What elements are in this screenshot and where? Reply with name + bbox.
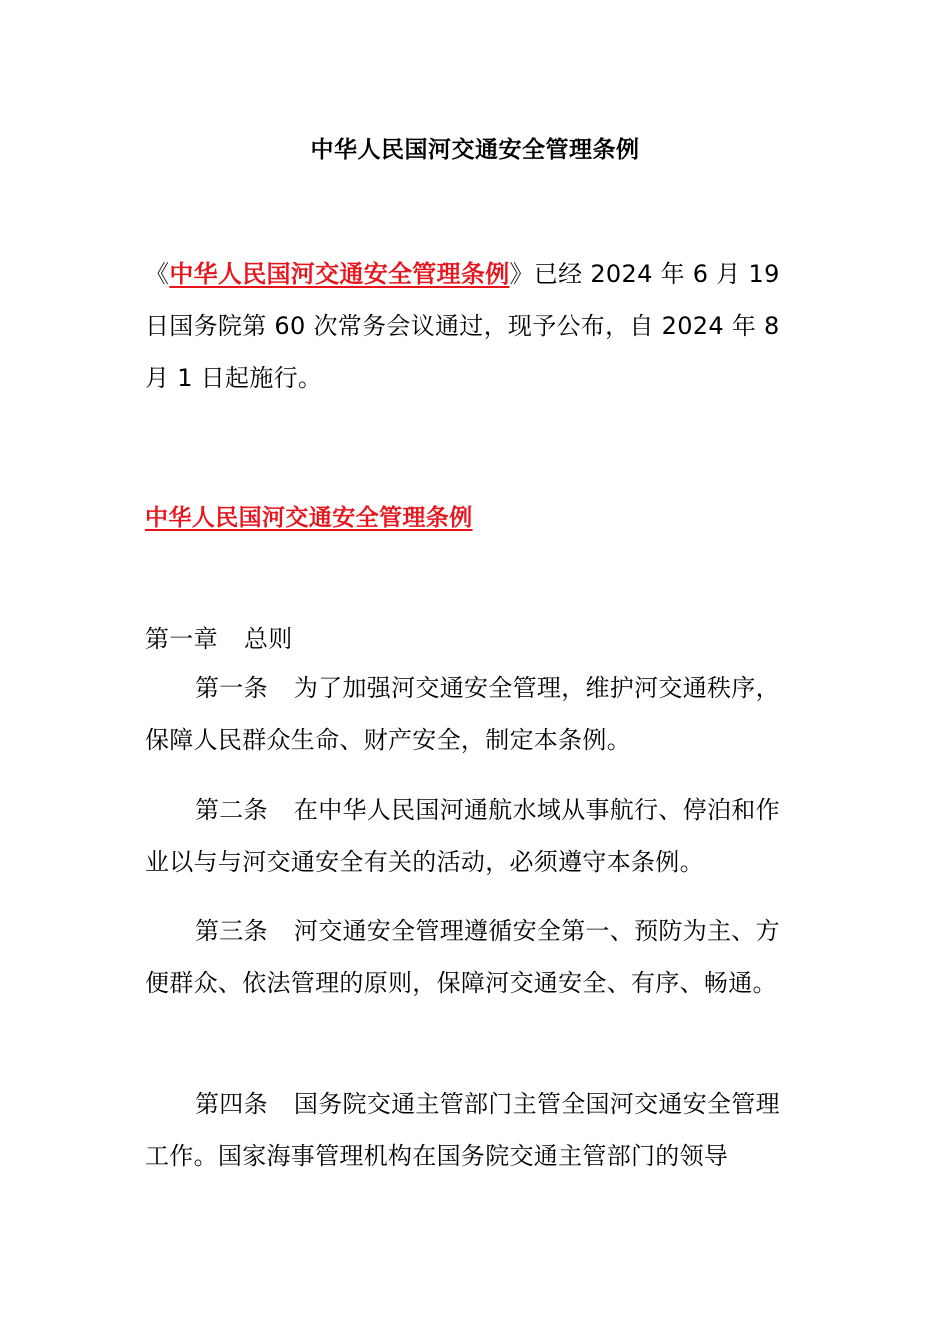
article-paragraph (145, 905, 797, 1009)
open-bracket: 《 (145, 260, 170, 288)
document-title: 中华人民国河交通安全管理条例 (310, 137, 640, 163)
article-number: 第一条 (195, 674, 268, 702)
close-bracket: 》 (509, 260, 534, 288)
chapter-heading (145, 617, 293, 661)
regulation-link[interactable]: 中华人民国河交通安全管理条例 (169, 260, 510, 288)
article-number: 第四条 (195, 1090, 268, 1118)
section-heading-link[interactable]: 中华人民国河交通安全管理条例 (145, 505, 473, 531)
article-number: 第三条 (195, 917, 268, 945)
article-text: 为了加强河交通安全管理，维护河交通秩序，保障人民群众生命、财产安全，制定本条例。 (145, 674, 780, 754)
article-text: 河交通安全管理遵循安全第一、预防为主、方便群众、依法管理的原则，保障河交通安全、有序、畅通。 (145, 917, 780, 997)
article-paragraph (145, 1078, 797, 1182)
intro-paragraph (145, 248, 805, 404)
chapter-name: 总则 (243, 625, 293, 653)
chapter-number: 第一章 (145, 625, 218, 653)
article-text: 国务院交通主管部门主管全国河交通安全管理工作。国家海事管理机构在国务院交通主管部门的领导 (145, 1090, 780, 1170)
article-number: 第二条 (195, 796, 268, 824)
article-paragraph (145, 784, 797, 888)
intro-text: 已经 2024 年 6 月 19 日国务院第 60 次常务会议通过，现予公布，自 2024 年 8 月 1 日起施行。 (145, 260, 780, 392)
article-paragraph (145, 662, 797, 766)
article-text: 在中华人民国河通航水域从事航行、停泊和作业以与与河交通安全有关的活动，必须遵守本条例。 (145, 796, 780, 876)
